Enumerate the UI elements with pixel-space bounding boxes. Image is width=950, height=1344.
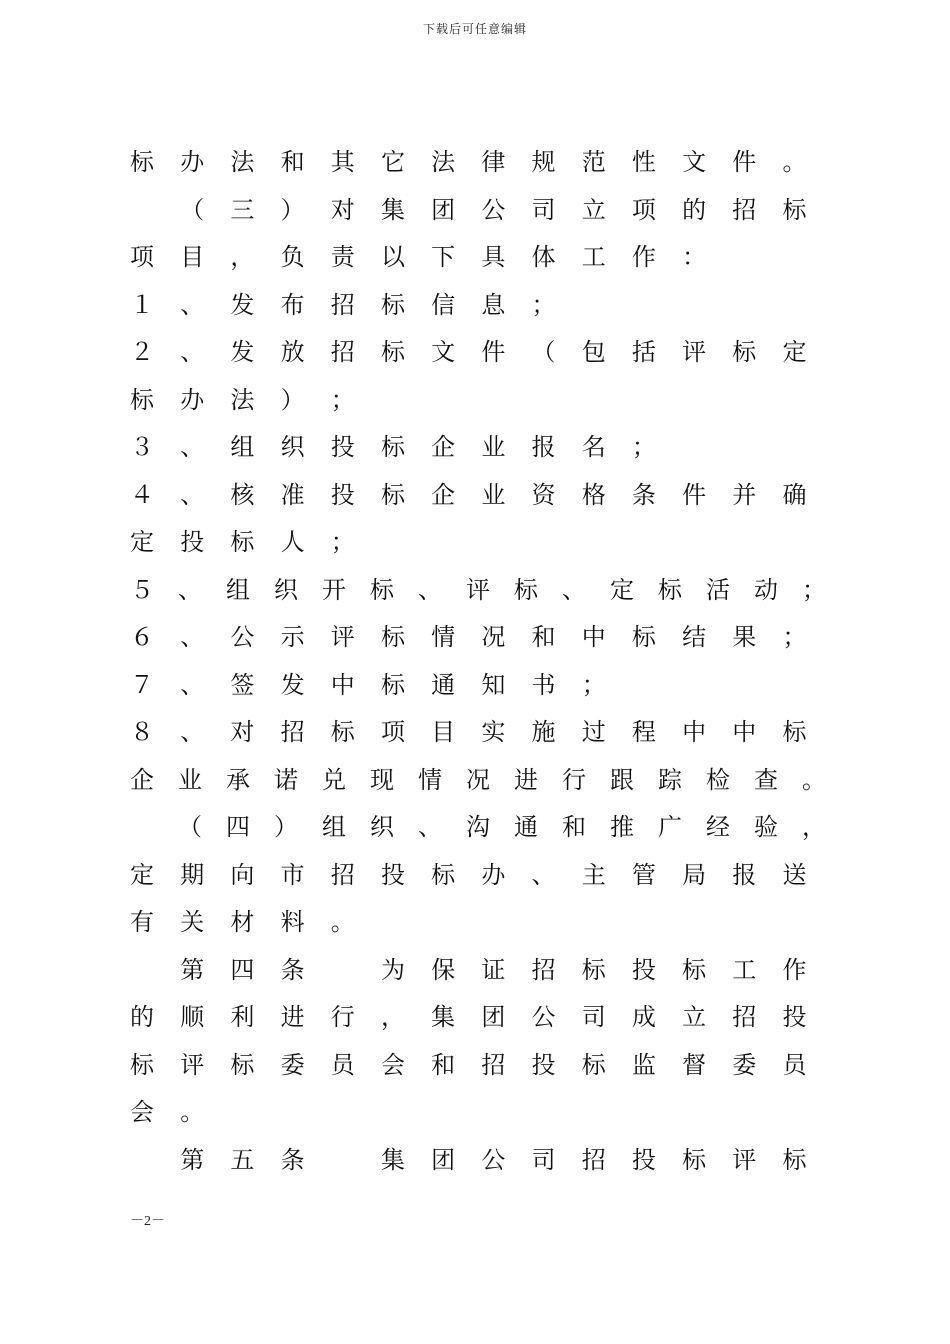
text-line: 定 投 标 人 ； <box>130 528 355 557</box>
text-line: 第 五 条 集 团 公 司 招 投 标 评 标 <box>180 1145 807 1174</box>
text-line: 标 评 标 委 员 会 和 招 投 标 监 督 委 员 <box>130 1050 807 1079</box>
text-line: ７ 、 签 发 中 标 通 知 书 ； <box>130 670 606 699</box>
text-line: 标 办 法 和 其 它 法 律 规 范 性 文 件 。 <box>130 148 807 177</box>
text-line: 的 顺 利 进 行 ， 集 团 公 司 成 立 招 投 <box>130 1003 807 1032</box>
text-line: ５ 、 组 织 开 标 、 评 标 、 定 标 活 动 ； <box>130 575 826 604</box>
text-line: 会 。 <box>130 1098 205 1127</box>
text-line: ２ 、 发 放 招 标 文 件 （ 包 括 评 标 定 <box>130 338 807 367</box>
text-line: １ 、 发 布 招 标 信 息 ； <box>130 290 556 319</box>
text-line: ３ 、 组 织 投 标 企 业 报 名 ； <box>130 433 656 462</box>
text-line: ６ 、 公 示 评 标 情 况 和 中 标 结 果 ； <box>130 623 807 652</box>
text-line: 定 期 向 市 招 投 标 办 、 主 管 局 报 送 <box>130 860 807 889</box>
text-line: （ 四 ） 组 织 、 沟 通 和 推 广 经 验 ， <box>178 813 826 842</box>
text-line: 企 业 承 诺 兑 现 情 况 进 行 跟 踪 检 查 。 <box>130 765 826 794</box>
text-line: 项 目 ， 负 责 以 下 具 体 工 作 ： <box>130 243 707 272</box>
page-number: －2－ <box>130 1214 165 1229</box>
text-line: ４ 、 核 准 投 标 企 业 资 格 条 件 并 确 <box>130 480 807 509</box>
page-header: 下载后可任意编辑 <box>422 22 527 36</box>
document-body <box>130 136 850 1181</box>
text-line: 有 关 材 料 。 <box>130 908 355 937</box>
text-line: （ 三 ） 对 集 团 公 司 立 项 的 招 标 <box>180 195 807 224</box>
text-line: 第 四 条 为 保 证 招 标 投 标 工 作 <box>180 955 807 984</box>
text-line: 标 办 法 ） ； <box>130 385 355 414</box>
text-line: ８ 、 对 招 标 项 目 实 施 过 程 中 中 标 <box>130 718 807 747</box>
